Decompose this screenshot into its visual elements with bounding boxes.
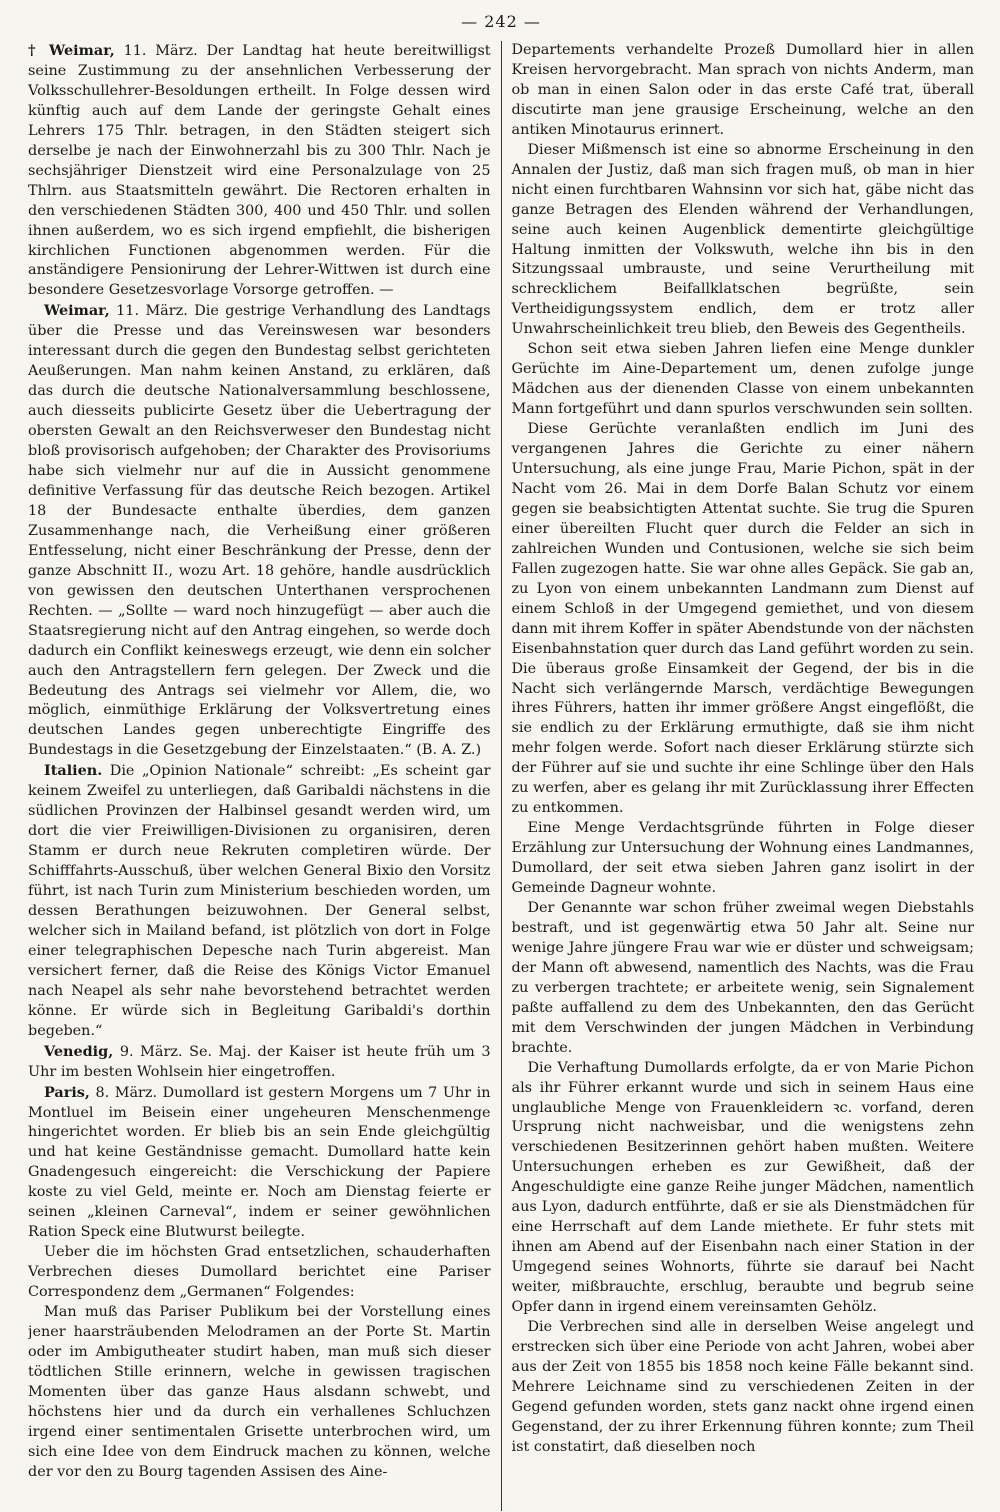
paragraph: Ueber die im höchsten Grad entsetzlichen, schauderhaften Verbrechen dieses Dumollard berichtet eine Pariser Correspondenz dem „Germanen“ Folgendes: <box>28 1244 491 1301</box>
paragraph: Schon seit etwa sieben Jahren liefen eine Menge dunkler Gerüchte im Aine-Departement um, denen zufolge junge Mädchen aus der dienenden Classe von einem unbekannten Mann fortgeführt und dann spurlos verschwunden sein sollten. <box>511 341 974 418</box>
article-body: 8. März. Dumollard ist gestern Morgens um 7 Uhr in Montluel im Beisein einer ungeheuren Menschenmenge hingerichtet worden. Er blieb bis an sein Ende gleichgültig und hat keine Geständnisse gemacht. Dumollard hatte kein Gnadengesuch eingereicht: die Verschickung der Papiere koste zu viel Geld, meinte er. Noch am Dienstag feierte er seinen „kleinen Carneval“, indem er seiner gewöhnlichen Ration Speck eine Blutwurst beilegte. <box>28 1084 491 1241</box>
article-body: Die „Opinion Nationale“ schreibt: „Es scheint gar keinem Zweifel zu unterliegen, daß Garibaldi nächstens in die südlichen Provinzen der Halbinsel gesandt werden wird, um dort die vier Freiwilligen-Divisionen zu organisiren, deren Stamm er durch neue Rekruten completiren würde. Der Schifffahrts-Ausschuß, über welchen General Bixio den Vorsitz führt, ist nach Turin zum Ministerium beschieden worden, um dessen Berathungen beizuwohnen. Der General selbst, welcher sich in Mailand befand, ist plötzlich von dort in Folge einer telegraphischen Depesche nach Turin abgereist. Man versichert ferner, daß die Reise des Königs Victor Emanuel nach Neapel als sehr nahe bevorstehend betrachtet werden könne. Er würde sich in Begleitung Garibaldi's dorthin begeben.“ <box>28 763 491 1039</box>
paragraph: Diese Gerüchte veranlaßten endlich im Juni des vergangenen Jahres die Gerichte zu einer nähern Untersuchung, als eine junge Frau, Marie Pichon, spät in der Nacht vom 26. Mai in dem Dorfe Balan Schutz vor einem gegen sie beabsichtigten Attentat suchte. Sie trug die Spuren einer übereilten Flucht quer durch die Felder an sich in zahlreichen Wunden und Contusionen, welche sie sich beim Fallen zugezogen hatte. Sie war ohne alles Gepäck. Sie gab an, zu Lyon von einem unbekannten Landmann zum Dienst auf einem Schloß in der Umgegend gemiethet, und von diesem dann mit ihrem Koffer in später Abendstunde von der nächsten Eisenbahnstation quer durch das Land geführt worden zu sein. Die überaus große Einsamkeit der Gegend, der bis in die Nacht sich verlängernde Marsch, verdächtige Bewegungen ihres Führers, hatten ihr immer größere Angst eingeflößt, die sie endlich zu der Erklärung ermuthigte, daß sie ihm nicht mehr folgen werde. Sofort nach dieser Erklärung stürzte sich der Führer auf sie und suchte ihr eine Schlinge über den Hals zu werfen, aber es gelang ihr mit Zurücklassung ihrer Effecten zu entkommen. <box>511 421 974 817</box>
page-number: — 242 — <box>461 12 541 31</box>
text-columns <box>28 41 974 1511</box>
article-venice <box>28 1042 491 1083</box>
article-body: 11. März. Die gestrige Verhandlung des Landtags über die Presse und das Vereinswesen war besonders interessant durch die gegen den Bundestag selbst gerichteten Aeußerungen. Man nahm keinen Anstand, zu erklären, daß das durch die deutsche Nationalversammlung beschlossene, auch diesseits publicirte Gesetz über die Uebertragung der obersten Gewalt an den Reichsverweser den Bundestag nicht bloß provisorisch aufgehoben; der Charakter des Provisoriums habe sich vielmehr nur auf die in Aussicht genommene definitive Verfassung für das deutsche Reich bezogen. Artikel 18 der Bundesacte enthalte überdies, dem ganzen Zusammenhange nach, die Verheißung einer größeren Entfesselung, nicht einer Beschränkung der Presse, denn der ganze Abschnitt II., wozu Art. 18 gehöre, handle ausdrücklich von gewissen den deutschen Unterthanen versprochenen Rechten. — „Sollte — ward noch hinzugefügt — aber auch die Staatsregierung nicht auf den Antrag eingehen, so werde doch dadurch ein Conflikt keineswegs erzeugt, wie denn ein solcher auch den Antragstellern fern gelegen. Der Zweck und die Bedeutung des Antrags sei vielmehr vor Allem, die, wo möglich, einmüthige Erklärung der Volksvertretung eines deutschen Landes gegen unberechtigte Eingriffe des Bundestags in die Gesetzgebung der Einzelstaaten.“ (B. A. Z.) <box>28 303 491 759</box>
article-body: 9. März. Se. Maj. der Kaiser ist heute früh um 3 Uhr im besten Wohlsein hier eingetroffen. <box>28 1043 491 1080</box>
article-weimar-press <box>28 301 491 761</box>
left-column <box>28 41 502 1511</box>
article-paris <box>28 1083 491 1244</box>
dateline: Italien. <box>44 762 103 780</box>
paragraph: Die Verbrechen sind alle in derselben Weise angelegt und erstrecken sich über eine Periode von acht Jahren, wobei aber aus der Zeit von 1855 bis 1858 noch keine Fälle bekannt sind. Mehrere Leichname sind zu verschiedenen Zeiten in der Gegend gefunden worden, stets ganz nackt ohne irgend einen Gegenstand, der zu ihrer Erkennung führen konnte; zum Theil ist constatirt, daß dieselben noch <box>511 1319 974 1455</box>
article-body: 11. März. Der Landtag hat heute bereitwilligst seine Zustimmung zu der ansehnlichen Verbesserung der Volksschullehrer-Besoldungen ertheilt. In Folge dessen wird künftig auch auf dem Lande der geringste Gehalt eines Lehrers 175 Thlr. betragen, in den Städten steigert sich derselbe je nach der Einwohnerzahl bis zu 300 Thlr. Nach je sechsjähriger Dienstzeit wird eine Personalzulage von 25 Thlrn. aus Staatsmitteln gewährt. Die Rectoren erhalten in den verschiedenen Städten 300, 400 und 450 Thlr. und sollen ihnen außerdem, wo es sich irgend empfiehlt, die bisherigen kirchlichen Functionen abgenommen werden. Für die anständigere Pensionirung der Lehrer-Wittwen ist durch eine besondere Gesetzesvorlage Vorsorge getroffen. — <box>28 43 491 299</box>
paragraph: Man muß das Pariser Publikum bei der Vorstellung eines jener haarsträubenden Melodramen an der Porte St. Martin oder im Ambigutheater studirt haben, man muß sich dieser tödtlichen Stille erinnern, welche in gewissen tragischen Momenten über das ganze Haus alsdann schwebt, und höchstens hier und da durch ein verhallenes Schluchzen irgend einer sentimentalen Grisette unterbrochen wird, um sich eine Idee von dem Eindruck machen zu können, welche der vor den zu Bourg tagenden Assisen des Aine- <box>28 1304 491 1480</box>
article-italy <box>28 761 491 1041</box>
paragraph: Die Verhaftung Dumollards erfolgte, da er von Marie Pichon als ihr Führer erkannt wurde und sich in seinem Haus eine unglaubliche Menge von Frauenkleidern ꝛc. vorfand, deren Ursprung nicht nachweisbar, und die wenigstens zehn verschiedenen Besitzerinnen gehört haben mußten. Weitere Untersuchungen erheben es zur Gewißheit, daß der Angeschuldigte eine ganze Reihe junger Mädchen, namentlich aus Lyon, dadurch entführte, daß er sie als Dienstmädchen für eine Herrschaft auf dem Lande miethete. Er fuhr stets mit ihnen am Abend auf der Eisenbahn nach einer Station in der Umgegend seines Wohnorts, führte sie darauf bei Nacht weiter, mißbrauchte, erschlug, beraubte und begrub seine Opfer dann in irgend einem vereinsamten Gehölz. <box>511 1059 974 1316</box>
paragraph: Der Genannte war schon früher zweimal wegen Diebstahls bestraft, und ist gegenwärtig etwa 50 Jahr alt. Seine nur wenige Jahre jüngere Frau war wie er düster und schweigsam; der Mann oft abwesend, namentlich des Nachts, was die Frau zu verbergen trachtete; er arbeitete wenig, sein Signalement paßte auffallend zu dem des Unbekannten, den das Gerücht mit dem Verschwinden der jungen Mädchen in Verbindung brachte. <box>511 899 974 1056</box>
paragraph: Dieser Mißmensch ist eine so abnorme Erscheinung in den Annalen der Justiz, daß man sich fragen muß, ob man in hier nicht einen furchtbaren Wahnsinn vor sich hat, gäbe nicht das ganze Betragen des Elenden während der Verhandlungen, seine auch keinen Augenblick dementirte gleichgültige Haltung inmitten der Volkswuth, welche ihn bis in den Sitzungssaal umbrauste, und seine Verurtheilung mit schrecklichem Beifallklatschen begrüßte, sein Vertheidigungssystem endlich, dem er trotz aller Unwahrscheinlichkeit treu blieb, den Beweis des Gegentheils. <box>511 141 974 338</box>
paragraph: Eine Menge Verdachtsgründe führten in Folge dieser Erzählung zur Untersuchung der Wohnung eines Landmannes, Dumollard, der seit etwa sieben Jahren ganz isolirt in der Gemeinde Dagneur wohnte. <box>511 820 974 897</box>
dateline: † Weimar, <box>28 42 115 59</box>
dateline: Paris, <box>44 1083 90 1101</box>
right-column <box>502 41 975 1511</box>
paragraph: Departements verhandelte Prozeß Dumollard hier in allen Kreisen hervorgebracht. Man sprach von nichts Anderm, man ob man in einen Salon oder in das erste Café trat, überall discutirte man jene grausige Erscheinung, welche an den antiken Minotaurus erinnert. <box>511 42 974 138</box>
dateline: Weimar, <box>44 302 110 320</box>
article-weimar-teachers <box>28 41 491 301</box>
dateline: Venedig, <box>44 1042 114 1060</box>
